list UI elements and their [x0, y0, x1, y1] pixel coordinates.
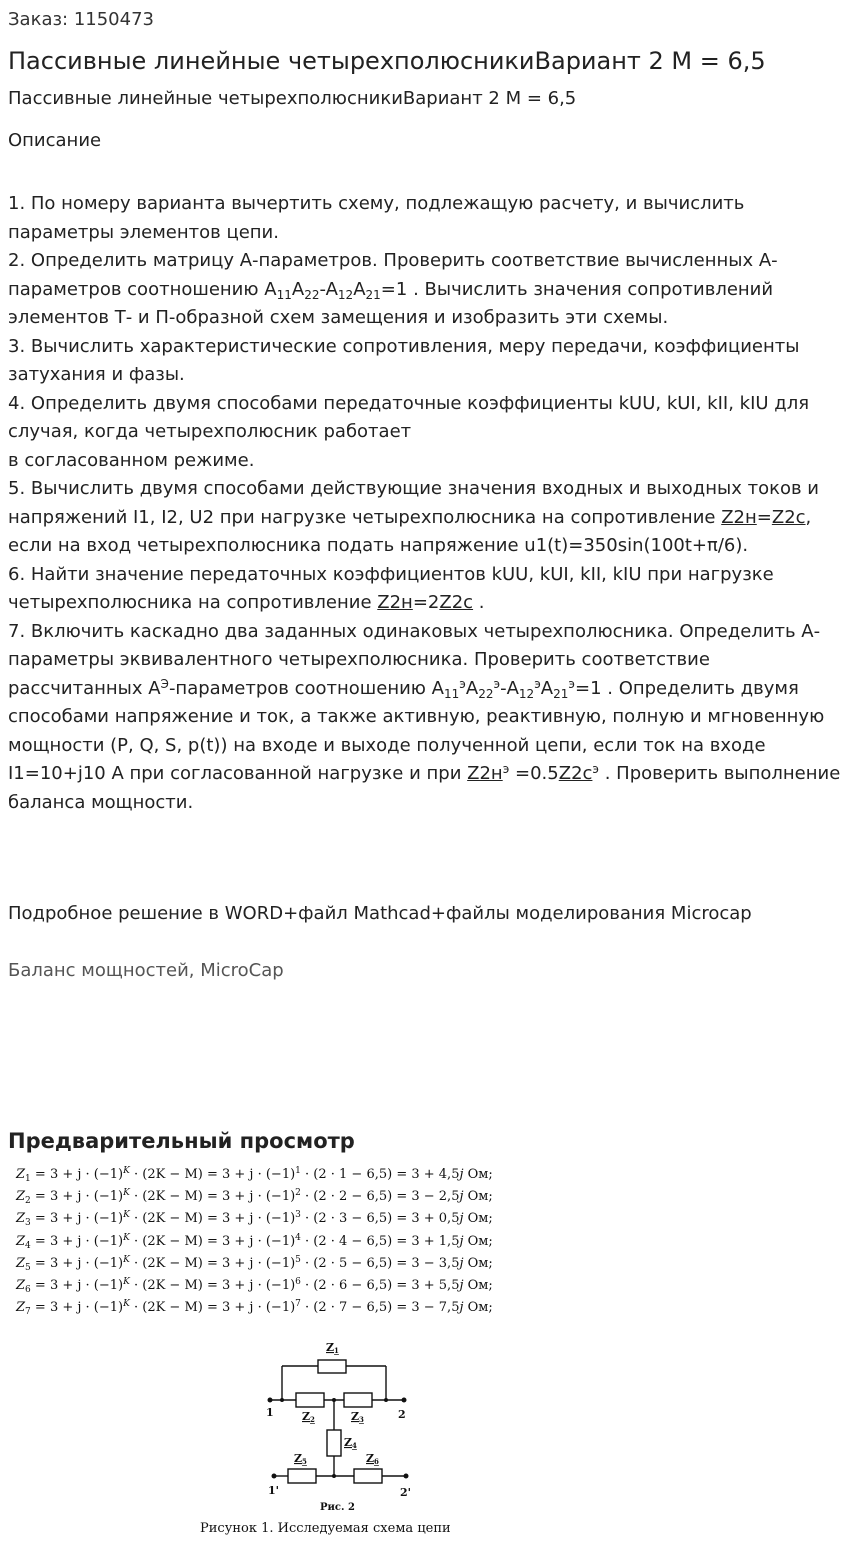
formula-line: $Z_1 = 3 + j \cdot (-1)^K \cdot (2K - M) = 3 + j \cdot (-1)^1 \cdot (2 \cdot 1 - 6,5) = 3 + 4,5j$ Ом;	[16, 1166, 493, 1184]
tags: Баланс мощностей, MicroCap	[8, 960, 284, 981]
impedance-formulas	[16, 1164, 493, 1319]
formula-line: $Z_5 = 3 + j \cdot (-1)^K \cdot (2K - M) = 3 + j \cdot (-1)^5 \cdot (2 \cdot 5 - 6,5) = 3 - 3,5j$ Ом;	[16, 1254, 493, 1273]
svg-text:Z3: Z3	[351, 1410, 364, 1424]
task-item-5: 5. Вычислить двумя способами действующие значения входных и выходных токов и напряжений I1, I2, U2 при нагрузке четырехполюсника на сопротивление Z2н=Z2с, если на вход четырехполюсника подать напряжение u1(t)=350sin(100t+π/6).	[8, 478, 820, 556]
svg-text:Z2: Z2	[302, 1410, 315, 1424]
formula-line: $Z_4 = 3 + j \cdot (-1)^K \cdot (2K - M) = 3 + j \cdot (-1)^4 \cdot (2 \cdot 4 - 6,5) = 3 + 1,5j$ Ом;	[16, 1232, 493, 1251]
svg-text:Z6: Z6	[366, 1452, 379, 1466]
svg-text:Рис. 2: Рис. 2	[320, 1502, 355, 1513]
svg-text:Z1: Z1	[326, 1341, 339, 1355]
page-title: Пассивные линейные четырехполюсникиВариант 2 М = 6,5	[8, 47, 766, 75]
preview-heading: Предварительный просмотр	[8, 1129, 355, 1153]
task-description	[8, 190, 843, 817]
page-subtitle: Пассивные линейные четырехполюсникиВариант 2 М = 6,5	[8, 88, 577, 109]
task-item-7: 7. Включить каскадно два заданных одинаковых четырехполюсника. Определить А-параметры эквивалентного четырехполюсника. Проверить соответствие рассчитанных $А^Э$-параметров соотношению $A_{11}^эA_{22}^э-A_{12}^эA_{21}^э=1$ . Определить двумя способами напряжение и ток, а также активную, реактивную, полную и мгновенную мощности (P, Q, S, p(t)) на входе и выходе полученной цепи, если ток на входе I1=10+j10 А при согласованной нагрузке и при $Z2н^э =0.5Z2с^э$ . Проверить выполнение баланса мощности.	[8, 620, 841, 813]
svg-text:Z5: Z5	[294, 1452, 307, 1466]
formula-line: $Z_7 = 3 + j \cdot (-1)^K \cdot (2K - M) = 3 + j \cdot (-1)^7 \cdot (2 \cdot 7 - 6,5) = 3 - 7,5j$ Ом;	[16, 1299, 493, 1318]
svg-text:2: 2	[398, 1408, 406, 1421]
order-number: Заказ: 1150473	[8, 9, 154, 30]
terminal-1p	[272, 1474, 277, 1479]
svg-text:1': 1'	[268, 1484, 280, 1497]
task-item-6: 6. Найти значение передаточных коэффициентов kUU, kUI, kII, kIU при нагрузке четырехполюсника на сопротивление Z2н=2Z2с .	[8, 563, 774, 613]
task-item-2: 2. Определить матрицу А-параметров. Проверить соответствие вычисленных А-параметров соотношению $A_{11}A_{22}-A_{12}A_{21}=1$ . Вычислить значения сопротивлений элементов Т- и П-образной схем замещения и изобразить эти схемы.	[8, 250, 778, 328]
terminal-2p	[404, 1474, 409, 1479]
a-relation: $A_{11}A_{22}-A_{12}A_{21}=1$	[264, 278, 408, 302]
task-item-3: 3. Вычислить характеристические сопротивления, меру передачи, коэффициенты затухания и фазы.	[8, 335, 800, 385]
formula-line: $Z_3 = 3 + j \cdot (-1)^K \cdot (2K - M) = 3 + j \cdot (-1)^3 \cdot (2 \cdot 3 - 6,5) = 3 + 0,5j$ Ом;	[16, 1210, 493, 1229]
svg-text:2': 2'	[400, 1486, 412, 1499]
terminal-1	[268, 1398, 273, 1403]
solution-note: Подробное решение в WORD+файл Mathcad+файлы моделирования Microcap	[8, 903, 752, 924]
terminal-2	[402, 1398, 407, 1403]
description-label: Описание	[8, 130, 102, 151]
task-item-1: 1. По номеру варианта вычертить схему, подлежащую расчету, и вычислить параметры элементов цепи.	[8, 193, 745, 243]
task-item-4: 4. Определить двумя способами передаточные коэффициенты kUU, kUI, kII, kIU для случая, когда четырехполюсник работает в согласованном режиме.	[8, 392, 810, 471]
svg-text:Z4: Z4	[344, 1436, 357, 1450]
svg-text:1: 1	[266, 1406, 274, 1419]
circuit-diagram	[258, 1334, 428, 1519]
formula-line: $Z_6 = 3 + j \cdot (-1)^K \cdot (2K - M) = 3 + j \cdot (-1)^6 \cdot (2 \cdot 6 - 6,5) = 3 + 5,5j$ Ом;	[16, 1277, 493, 1296]
figure-caption: Рисунок 1. Исследуемая схема цепи	[200, 1521, 451, 1536]
ae-relation: $A_{11}^эA_{22}^э-A_{12}^эA_{21}^э=1$	[431, 676, 602, 701]
formula-line: $Z_2 = 3 + j \cdot (-1)^K \cdot (2K - M) = 3 + j \cdot (-1)^2 \cdot (2 \cdot 2 - 6,5) = 3 - 2,5j$ Ом;	[16, 1188, 493, 1207]
